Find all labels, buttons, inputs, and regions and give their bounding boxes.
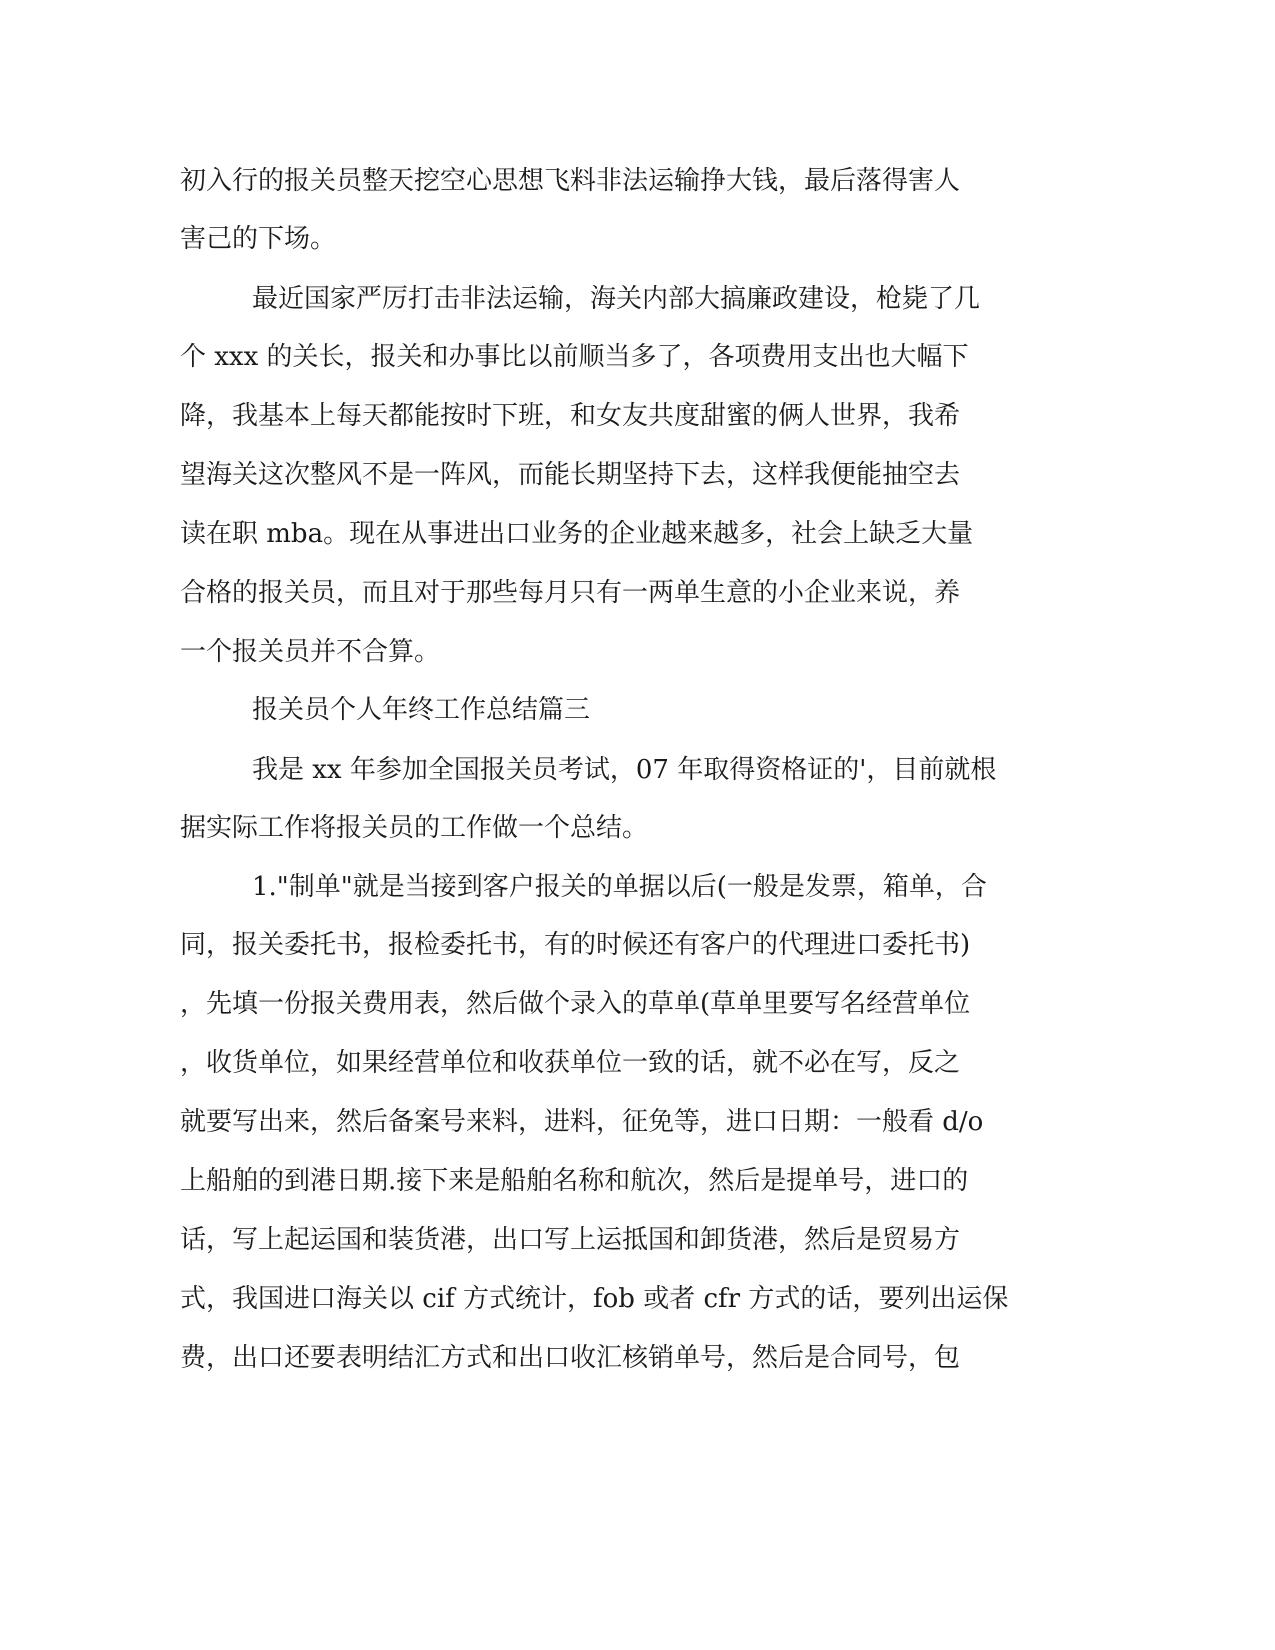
text-line	[0, 984, 1275, 1024]
line-text: 据实际工作将报关员的工作做一个总结。	[180, 813, 649, 843]
line-text: 害己的下场。	[180, 224, 337, 254]
text-line	[0, 455, 1275, 495]
line-text: 费，出口还要表明结汇方式和出口收汇核销单号，然后是合同号，包	[180, 1343, 961, 1373]
line-text: 上船舶的到港日期.接下来是船舶名称和航次，然后是提单号，进口的	[180, 1166, 969, 1196]
text-line	[0, 1161, 1275, 1201]
paragraph-start-line	[0, 750, 1275, 790]
line-text: 式，我国进口海关以 cif 方式统计，fob 或者 cfr 方式的话，要列出运保	[180, 1284, 1009, 1314]
line-text: 同，报关委托书，报检委托书，有的时候还有客户的代理进口委托书)	[180, 930, 971, 960]
text-line	[0, 925, 1275, 965]
paragraph-start-line	[0, 867, 1275, 907]
heading-text: 报关员个人年终工作总结篇三	[252, 695, 591, 725]
text-line	[0, 1279, 1275, 1319]
text-line	[0, 1220, 1275, 1260]
paragraph-start-line	[0, 279, 1275, 319]
line-text: 1."制单"就是当接到客户报关的单据以后(一般是发票，箱单，合	[252, 872, 987, 902]
line-text: 就要写出来，然后备案号来料，进料，征免等，进口日期：一般看 d/o	[180, 1107, 984, 1137]
line-text: 降，我基本上每天都能按时下班，和女友共度甜蜜的俩人世界，我希	[180, 401, 961, 431]
text-line	[0, 632, 1275, 672]
text-line	[0, 161, 1275, 201]
line-text: 一个报关员并不合算。	[180, 637, 441, 667]
line-text: 初入行的报关员整天挖空心思想飞料非法运输挣大钱，最后落得害人	[180, 166, 961, 196]
line-text: 合格的报关员，而且对于那些每月只有一两单生意的小企业来说，养	[180, 578, 961, 608]
line-text: 读在职 mba。现在从事进出口业务的企业越来越多，社会上缺乏大量	[180, 519, 974, 549]
text-line	[0, 808, 1275, 848]
text-line	[0, 1043, 1275, 1083]
line-text: 话，写上起运国和装货港，出口写上运抵国和卸货港，然后是贸易方	[180, 1225, 961, 1255]
text-line	[0, 573, 1275, 613]
section-heading	[0, 690, 1275, 730]
text-line	[0, 514, 1275, 554]
text-line	[0, 1102, 1275, 1142]
text-line	[0, 219, 1275, 259]
line-text: 望海关这次整风不是一阵风，而能长期坚持下去，这样我便能抽空去	[180, 460, 961, 490]
text-line	[0, 337, 1275, 377]
line-text: ，收货单位，如果经营单位和收获单位一致的话，就不必在写，反之	[180, 1048, 961, 1078]
line-text: ，先填一份报关费用表，然后做个录入的草单(草单里要写名经营单位	[180, 989, 971, 1019]
text-line	[0, 1338, 1275, 1378]
line-text: 我是 xx 年参加全国报关员考试，07 年取得资格证的'，目前就根	[252, 755, 997, 785]
text-line	[0, 396, 1275, 436]
line-text: 最近国家严厉打击非法运输，海关内部大搞廉政建设，枪毙了几	[252, 284, 981, 314]
line-text: 个 xxx 的关长，报关和办事比以前顺当多了，各项费用支出也大幅下	[180, 342, 969, 372]
